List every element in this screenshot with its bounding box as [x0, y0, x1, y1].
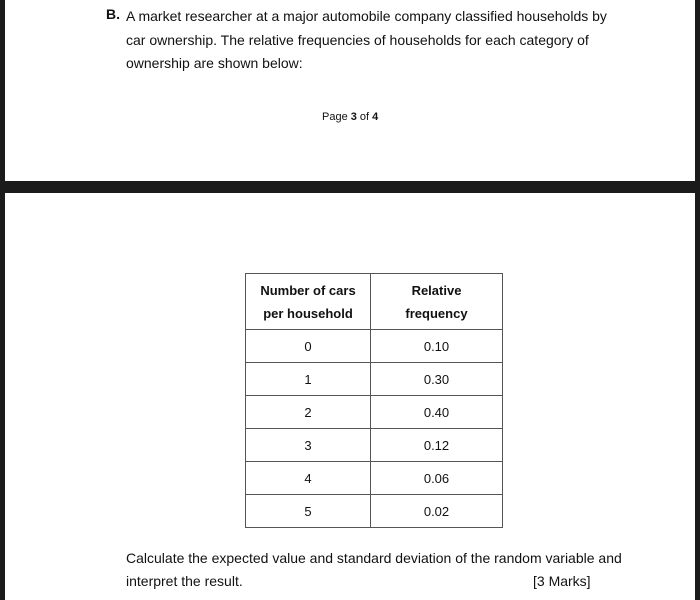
frequency-cell: 0.10 [371, 330, 503, 363]
cars-cell: 5 [246, 495, 371, 528]
cars-cell: 0 [246, 330, 371, 363]
question-text [126, 5, 606, 76]
question-label: B. [106, 6, 120, 22]
header-frequency [371, 274, 503, 330]
marks-label: [3 Marks] [533, 573, 591, 589]
header-cars [246, 274, 371, 330]
header-frequency-line: Relative [411, 282, 462, 298]
frequency-cell: 0.40 [371, 396, 503, 429]
frequency-cell: 0.06 [371, 462, 503, 495]
cars-cell: 4 [246, 462, 371, 495]
page-middle: of [356, 111, 373, 123]
cars-cell: 1 [246, 363, 371, 396]
table-row [246, 429, 503, 462]
frequency-cell: 0.30 [371, 363, 503, 396]
question-line: ownership are shown below: [126, 55, 303, 71]
document-page-bottom [5, 193, 695, 600]
header-frequency-line: frequency [405, 305, 468, 321]
header-cars-line: Number of cars [260, 282, 356, 298]
page-total: 4 [372, 111, 379, 123]
table-row [246, 396, 503, 429]
header-cars-line: per household [263, 305, 353, 321]
table-row [246, 363, 503, 396]
page-indicator [322, 111, 378, 123]
page-current: 3 [350, 111, 357, 123]
frequency-cell: 0.02 [371, 495, 503, 528]
instruction-line: interpret the result. [126, 573, 243, 589]
instruction-line: Calculate the expected value and standard deviation of the random variable and [126, 550, 622, 566]
table-row [246, 330, 503, 363]
document-page-top [5, 0, 695, 181]
cars-cell: 2 [246, 396, 371, 429]
page-prefix: Page [322, 111, 351, 123]
question-line: car ownership. The relative frequencies of households for each category of [126, 31, 589, 48]
question-line: A market researcher at a major automobile company classified households by [126, 8, 607, 24]
table-header-row [246, 274, 503, 330]
table-row [246, 462, 503, 495]
frequency-table [245, 273, 503, 528]
frequency-cell: 0.12 [371, 429, 503, 462]
cars-cell: 3 [246, 429, 371, 462]
table-row [246, 495, 503, 528]
